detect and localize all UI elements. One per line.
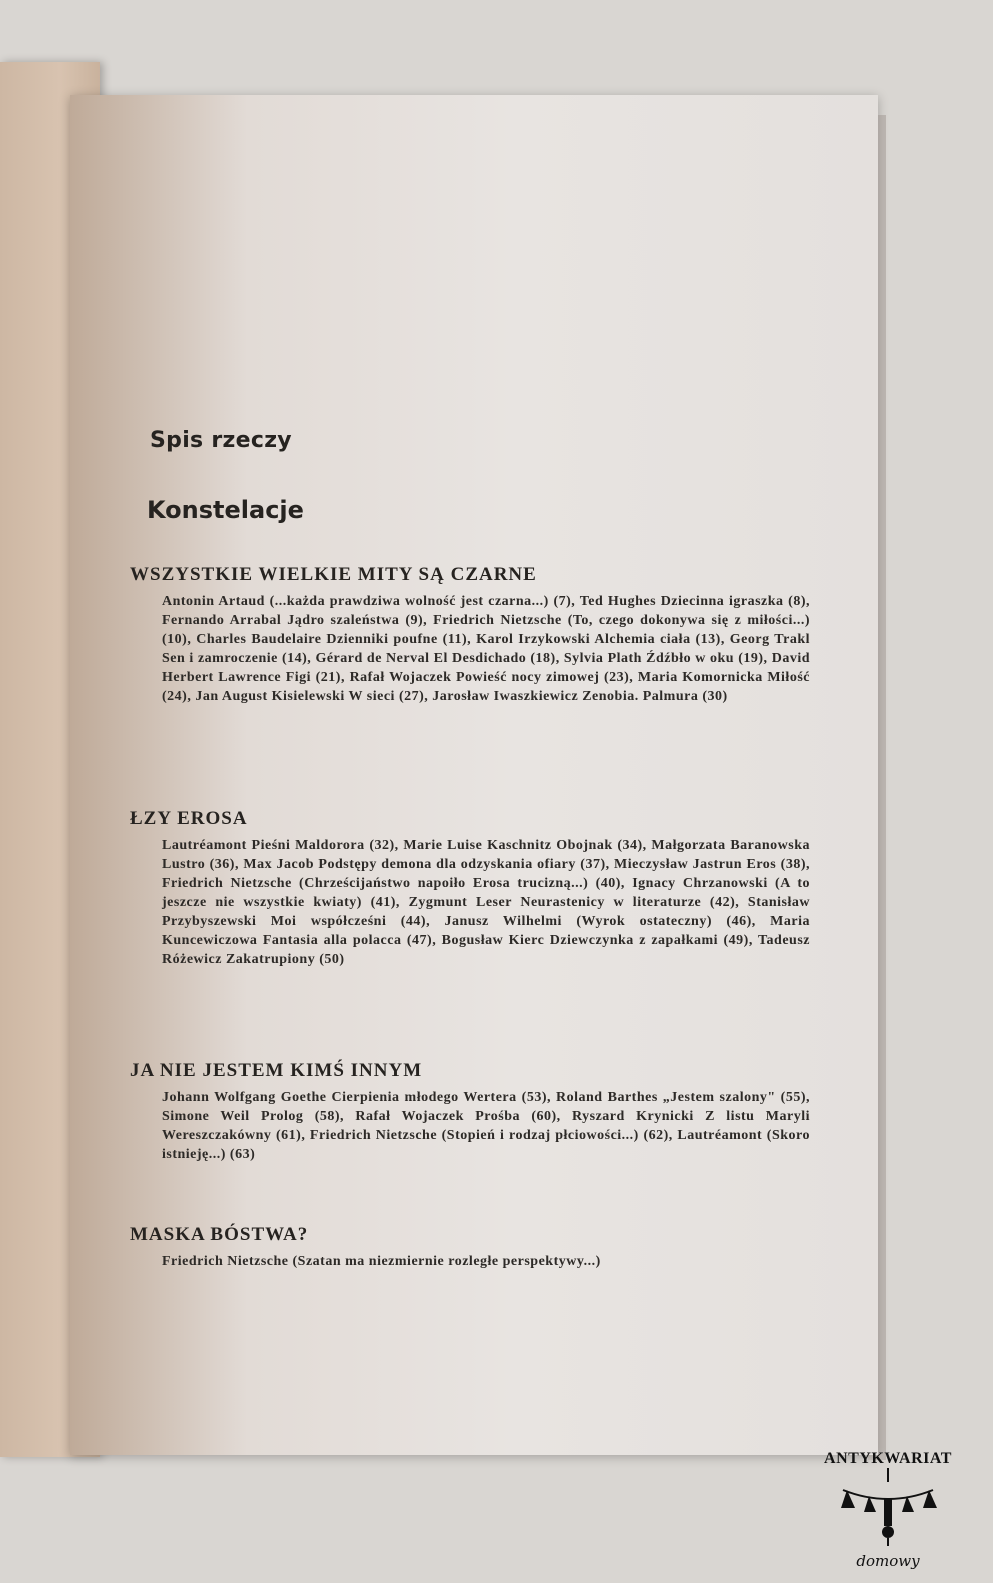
toc-section — [130, 1224, 810, 1271]
watermark-sub: domowy — [856, 1552, 920, 1570]
toc-title: Spis rzeczy — [150, 428, 292, 453]
section-entries: Antonin Artaud (...każda prawdziwa wolność jest czarna...) (7), Ted Hughes Dziecinna igraszka (8), Fernando Arrabal Jądro szaleństwa (9), Friedrich Nietzsche (To, czego dokonywa się z miłości...) (10), Charles Baudelaire Dzienniki poufne (11), Karol Irzykowski Alchemia ciała (13), Georg Trakl Sen i zamroczenie (14), Gérard de Nerval El Desdichado (18), Sylvia Plath Źdźbło w oku (19), David Herbert Lawrence Figi (21), Rafał Wojaczek Powieść nocy zimowej (23), Maria Komornicka Miłość (24), Jan August Kisielewski W sieci (27), Jarosław Iwaszkiewicz Zenobia. Palmura (30) — [162, 594, 810, 704]
watermark-name: ANTYKWARIAT — [824, 1450, 952, 1467]
section-entries: Johann Wolfgang Goethe Cierpienia młodego Wertera (53), Roland Barthes „Jestem szalony" (55), Simone Weil Prolog (58), Rafał Wojaczek Prośba (60), Ryszard Krynicki Z listu Maryli Wereszczakówny (61), Friedrich Nietzsche (Stopień i rodzaj płciowości...) (62), Lautréamont (Skoro istnieję...) (63) — [162, 1090, 810, 1162]
toc-section — [130, 808, 810, 969]
section-entries: Friedrich Nietzsche (Szatan ma niezmiernie rozległe perspektywy...) — [162, 1254, 601, 1269]
watermark-logo — [818, 1450, 958, 1578]
chandelier-icon — [833, 1468, 943, 1546]
toc-section — [130, 564, 810, 706]
toc-section — [130, 1060, 810, 1164]
section-heading: JA NIE JESTEM KIMŚ INNYM — [130, 1060, 423, 1081]
section-heading: ŁZY EROSA — [130, 808, 248, 829]
section-heading: MASKA BÓSTWA? — [130, 1224, 309, 1245]
section-entries: Lautréamont Pieśni Maldorora (32), Marie Luise Kaschnitz Obojnak (34), Małgorzata Baranowska Lustro (36), Max Jacob Podstępy demona dla odzyskania ofiary (37), Mieczysław Jastrun Eros (38), Friedrich Nietzsche (Chrześcijaństwo napoiło Erosa trucizną...) (40), Ignacy Chrzanowski (A to jeszcze nie wszystkie kwiaty) (41), Zygmunt Leser Neurastenicy w literaturze (42), Stanisław Przybyszewski Moi współcześni (44), Janusz Wilhelmi (Wyrok ostateczny) (46), Maria Kuncewiczowa Fantasia alla polacca (47), Bogusław Kierc Dziewczynka z zapałkami (49), Tadeusz Różewicz Zakatrupiony (50) — [162, 838, 810, 967]
section-heading: WSZYSTKIE WIELKIE MITY SĄ CZARNE — [130, 564, 537, 585]
part-title: Konstelacje — [147, 496, 304, 524]
